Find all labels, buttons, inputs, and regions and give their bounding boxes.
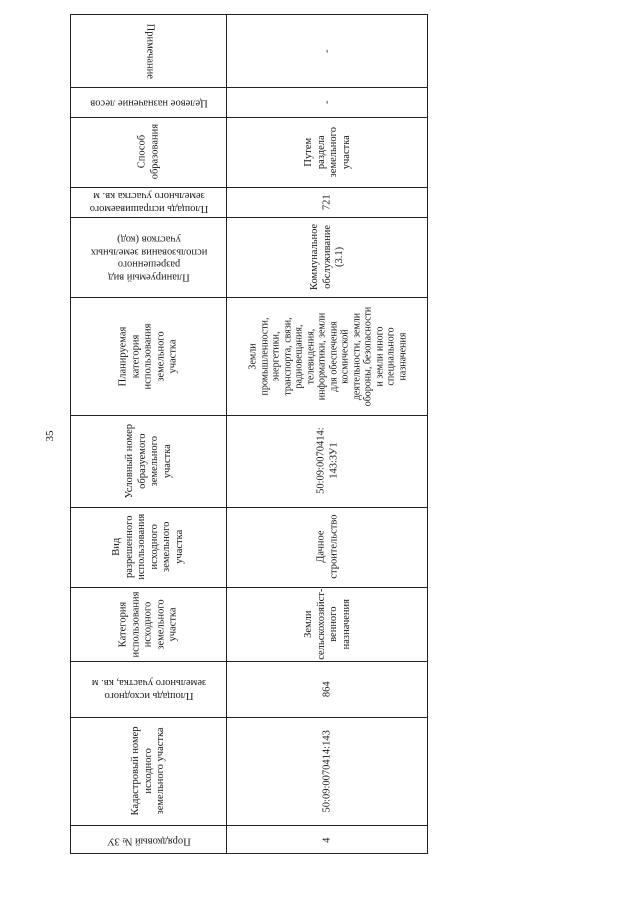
row-conditional-number: 50:09:0070414: 143:ЗУ1 xyxy=(314,427,339,495)
header-source-category: Категория использования исходного земельного участка xyxy=(117,591,179,657)
row-requested-area: 721 xyxy=(321,194,333,210)
page-number: 35 xyxy=(44,430,56,442)
header-requested-area: Площадь испрашиваемого земельного участка кв. м xyxy=(89,191,208,215)
header-cadastral-number: Кадастровый номер исходного земельного участка xyxy=(129,726,166,816)
row-planned-use-type: Коммунальное обслуживание (3.1) xyxy=(308,223,345,291)
header-serial-number: Порядковый № ЗУ xyxy=(106,835,191,847)
header-formation-method: Способ образования xyxy=(135,124,160,180)
row-note: - xyxy=(321,49,333,53)
row-source-category: Земли сельскохозяйст- венного назначения xyxy=(302,588,352,660)
row-source-use-type: Дачное строительство xyxy=(314,514,339,580)
row-cadastral-number: 50:09:0070414:143 xyxy=(321,729,333,813)
header-forest-purpose: Целевое назначение лесов xyxy=(89,97,208,109)
row-forest-purpose: - xyxy=(321,100,333,104)
row-source-area: 864 xyxy=(321,681,333,697)
row-serial-number: 4 xyxy=(321,837,333,843)
header-conditional-number: Условный номер образуемого земельного участка xyxy=(123,423,173,499)
land-plot-table xyxy=(70,14,428,854)
header-planned-category: Планируемая категория использования земельного участка xyxy=(117,323,179,389)
header-source-use-type: Вид разрешенного использования исходного земельного участка xyxy=(110,514,185,580)
row-formation-method: Путем раздела земельного участка xyxy=(302,126,352,178)
row-planned-category: Земли промышленности, энергетики, транспорта, связи, радиовещания, телевидения, информатики, земли для обеспечения космической деятельности, земли обороны, безопасности и земли иного специального назначения xyxy=(247,306,408,406)
header-source-area: Площадь исходного земельного участка, кв. м xyxy=(91,678,206,702)
header-planned-use-type: Планируемый вид разрешенного использования земельных участков (код) xyxy=(90,233,207,283)
header-note: Примечание xyxy=(143,23,155,79)
